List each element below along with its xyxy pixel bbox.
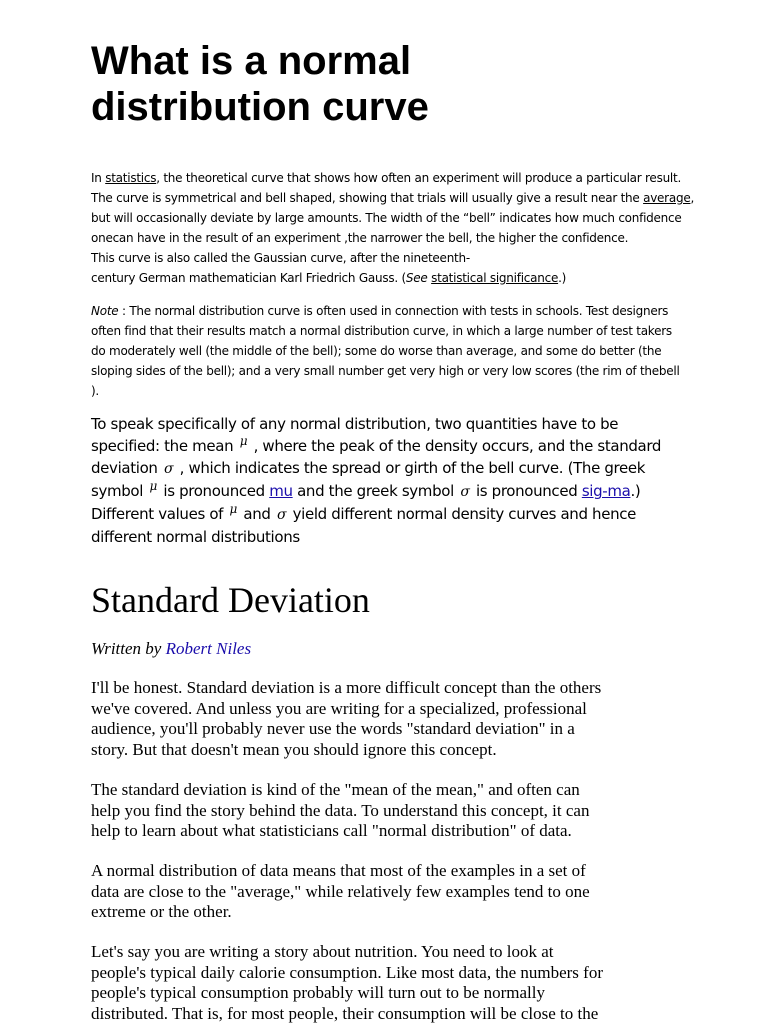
note-paragraph — [91, 301, 691, 401]
paragraph-line: distributed. That is, for most people, their consumption will be close to the — [91, 1003, 599, 1023]
byline-prefix: Written by — [91, 639, 166, 658]
statistical-significance-link[interactable]: statistical significance — [431, 271, 559, 285]
title-line: What is a normal — [91, 39, 412, 83]
paragraph-line: people's typical daily calorie consumption. Like most data, the numbers for — [91, 962, 603, 982]
mu-symbol: μ — [229, 501, 237, 516]
quantities-text: and the greek symbol — [292, 482, 459, 501]
author-link[interactable]: Robert Niles — [165, 639, 252, 658]
intro-text: .) — [558, 271, 567, 285]
quantities-text: yield different normal density curves and hence — [288, 504, 637, 523]
note-text: sloping sides of the bell); and a very small number get very high or very low scores (the rim of thebell — [91, 364, 680, 378]
note-text: often find that their results match a normal distribution curve, in which a large number of test takers — [91, 324, 672, 338]
intro-text: onecan have in the result of an experiment ,the narrower the bell, the higher the confidence. — [91, 231, 629, 245]
quantities-text: , where the peak of the density occurs, and the standard — [249, 436, 662, 455]
paragraph-line: help you find the story behind the data. To understand this concept, it can — [91, 800, 590, 820]
note-text: ). — [91, 384, 99, 398]
page-title — [91, 38, 691, 130]
quantities-text: Different values of — [91, 504, 228, 523]
sigma-pronunciation-link[interactable]: sig-ma — [581, 482, 631, 501]
intro-text: This curve is also called the Gaussian curve, after the nineteenth- — [91, 251, 470, 265]
title-line: distribution curve — [91, 85, 429, 129]
intro-text: , the theoretical curve that shows how often an experiment will produce a particular result. — [156, 171, 682, 185]
intro-text: The curve is symmetrical and bell shaped, showing that trials will usually give a result near the — [91, 191, 644, 205]
statistics-link[interactable]: statistics — [105, 171, 157, 185]
quantities-paragraph — [91, 414, 691, 548]
quantities-text: symbol — [91, 482, 148, 501]
note-label: Note — [91, 304, 119, 318]
paragraph-line: people's typical consumption probably will turn out to be normally — [91, 983, 545, 1003]
quantities-text: different normal distributions — [91, 527, 300, 546]
quantities-text: To speak specifically of any normal distribution, two quantities have to be — [91, 415, 619, 433]
mu-symbol: μ — [149, 479, 157, 494]
intro-text: In — [91, 171, 106, 185]
paragraph-line: we've covered. And unless you are writing for a specialized, professional — [91, 698, 587, 718]
quantities-text: is pronounced — [471, 482, 582, 501]
quantities-text: specified: the mean — [91, 436, 238, 455]
section-heading: Standard Deviation — [91, 580, 370, 620]
intro-text: , — [690, 191, 695, 205]
sigma-symbol: σ — [276, 506, 287, 523]
body-paragraph — [91, 780, 691, 842]
paragraph-line: I'll be honest. Standard deviation is a more difficult concept than the others — [91, 678, 602, 697]
byline — [91, 638, 251, 660]
paragraph-line: audience, you'll probably never use the words "standard deviation" in a — [91, 719, 575, 739]
mu-symbol: μ — [239, 433, 248, 448]
note-text: : The normal distribution curve is often used in connection with tests in schools. Test designers — [118, 304, 669, 318]
paragraph-line: help to learn about what statisticians call "normal distribution" of data. — [91, 821, 572, 841]
paragraph-line: story. But that doesn't mean you should ignore this concept. — [91, 739, 497, 759]
paragraph-line: Let's say you are writing a story about nutrition. You need to look at — [91, 942, 554, 961]
quantities-text: and — [238, 504, 275, 523]
quantities-text: , which indicates the spread or girth of the bell curve. (The greek — [175, 459, 646, 478]
quantities-text: deviation — [91, 459, 162, 478]
sigma-symbol: σ — [460, 484, 470, 501]
see-text: See — [405, 271, 428, 285]
note-text: do moderately well (the middle of the bell); some do worse than average, and some do better (the — [91, 344, 662, 358]
sigma-symbol: σ — [164, 461, 174, 478]
body-paragraph — [91, 942, 691, 1024]
intro-text: century German mathematician Karl Friedrich Gauss. ( — [91, 271, 406, 285]
intro-paragraph — [91, 168, 695, 288]
paragraph-line: The standard deviation is kind of the "mean of the mean," and often can — [91, 780, 580, 799]
mu-pronunciation-link[interactable]: mu — [269, 482, 293, 501]
average-link[interactable]: average — [643, 191, 691, 205]
paragraph-line: A normal distribution of data means that most of the examples in a set of — [91, 861, 586, 880]
quantities-text: is pronounced — [158, 482, 270, 501]
body-paragraph — [91, 861, 691, 923]
body-paragraph — [91, 678, 691, 760]
intro-text: but will occasionally deviate by large amounts. The width of the “bell” indicates how much confidence — [91, 211, 682, 225]
paragraph-line: extreme or the other. — [91, 902, 232, 922]
quantities-text: .) — [630, 482, 641, 501]
paragraph-line: data are close to the "average," while relatively few examples tend to one — [91, 881, 590, 901]
